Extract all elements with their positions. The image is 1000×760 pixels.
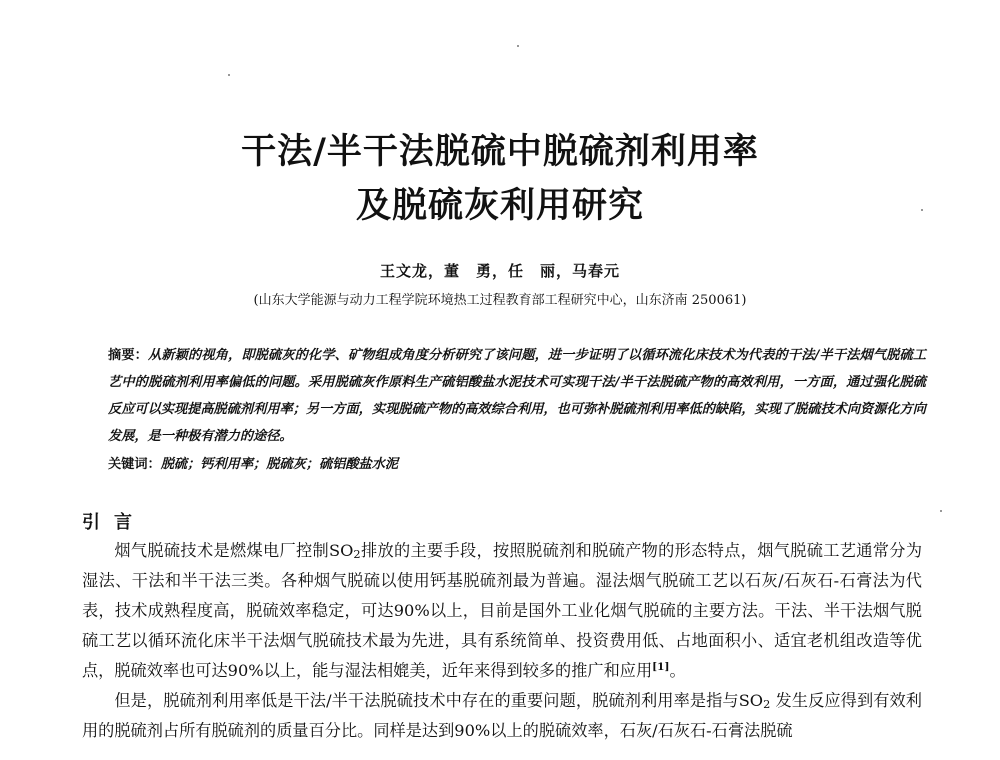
- paper-title-line-2: 及脱硫灰利用研究: [355, 186, 644, 226]
- paragraph-2-text-b: 发生反应得到有效利用的脱硫剂占所有脱硫剂的质量百分比。同样是达到90%以上的脱硫效率，石灰/石灰石-石膏法脱硫: [82, 691, 922, 740]
- author-list: 王文龙，董 勇，任 丽，马春元: [379, 262, 620, 280]
- paper-title-line-1: 干法/半干法脱硫中脱硫剂利用率: [241, 132, 759, 172]
- paragraph-1-text-a: 烟气脱硫技术是燃煤电厂控制SO: [114, 541, 354, 560]
- abstract-label: 摘要：: [108, 348, 148, 363]
- so2-subscript: 2: [763, 697, 771, 711]
- keywords-text: 脱硫；钙利用率；脱硫灰；硫铝酸盐水泥: [160, 457, 399, 472]
- paragraph-1: [82, 536, 922, 686]
- introduction-body: [82, 536, 922, 746]
- keywords: [108, 453, 926, 472]
- scan-speck: [921, 209, 923, 211]
- scan-speck: [940, 510, 942, 512]
- paragraph-1-end: 。: [669, 661, 686, 680]
- section-heading-introduction: 引言: [82, 512, 146, 533]
- paragraph-1-text-b: 排放的主要手段，按照脱硫剂和脱硫产物的形态特点，烟气脱硫工艺通常分为湿法、干法和半干法三类。各种烟气脱硫以使用钙基脱硫剂最为普遍。湿法烟气脱硫工艺以石灰/石灰石-石膏法为代表，技术成熟程度高，脱硫效率稳定，可达90%以上，目前是国外工业化烟气脱硫的主要方法。干法、半干法烟气脱硫工艺以循环流化床半干法烟气脱硫技术最为先进，具有系统简单、投资费用低、占地面积小、适宜老机组改造等优点，脱硫效率也可达90%以上，能与湿法相媲美，近年来得到较多的推广和应用: [82, 541, 923, 680]
- keywords-label: 关键词：: [108, 457, 161, 472]
- abstract: [108, 342, 926, 450]
- paragraph-2-text-a: 但是，脱硫剂利用率低是干法/半干法脱硫技术中存在的重要问题，脱硫剂利用率是指与SO: [114, 691, 764, 710]
- scan-speck: [228, 74, 230, 76]
- paragraph-2: [82, 686, 922, 746]
- citation-ref: [1]: [652, 661, 670, 673]
- author-affiliation: (山东大学能源与动力工程学院环境热工过程教育部工程研究中心，山东济南 250061): [253, 293, 747, 308]
- so2-subscript: 2: [353, 547, 361, 561]
- abstract-text: 从新颖的视角，即脱硫灰的化学、矿物组成角度分析研究了该问题，进一步证明了以循环流化床技术为代表的干法/半干法烟气脱硫工艺中的脱硫剂利用率偏低的问题。采用脱硫灰作原料生产硫铝酸盐水泥技术可实现干法/半干法脱硫产物的高效利用，一方面，通过强化脱硫反应可以实现提高脱硫剂利用率；另一方面，实现脱硫产物的高效综合利用，也可弥补脱硫剂利用率低的缺陷，实现了脱硫技术向资源化方向发展，是一种极有潜力的途径。: [108, 348, 927, 444]
- scan-speck: [517, 45, 519, 47]
